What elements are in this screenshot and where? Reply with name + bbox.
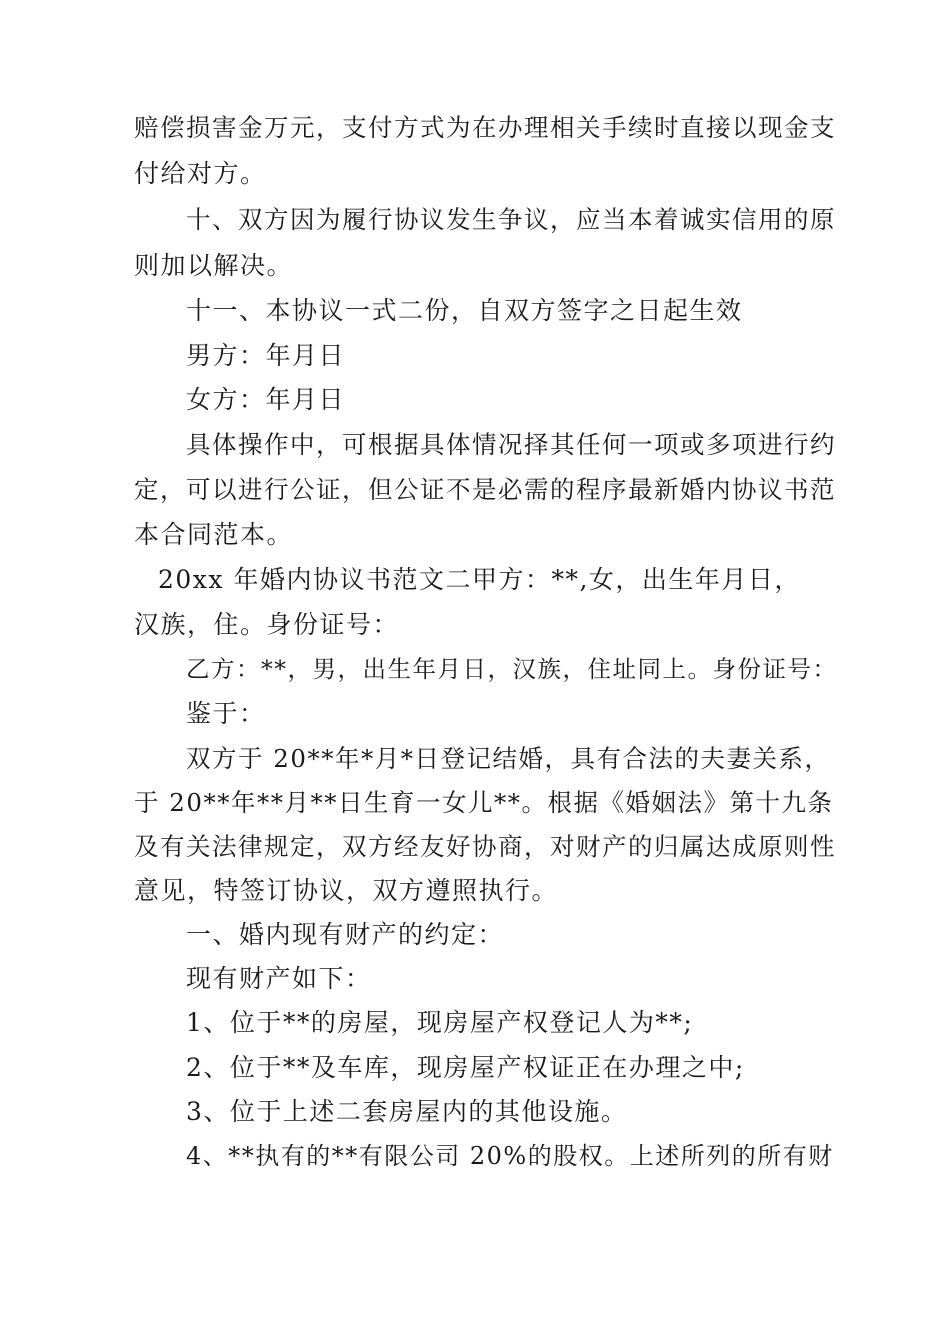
text-line: 双方于 20**年*月*日登记结婚，具有合法的夫妻关系， — [186, 744, 831, 773]
text-line: 鉴于： — [186, 699, 266, 728]
text-line: 现有财产如下： — [186, 964, 372, 993]
text-line: 1、位于**的房屋，现房屋产权登记人为**; — [186, 1008, 694, 1037]
text-line: 4、**执有的**有限公司 20%的股权。上述所列的所有财 — [186, 1142, 834, 1170]
text-line: 2、位于**及车库，现房屋产权证正在办理之中; — [186, 1053, 745, 1082]
text-line: 定，可以进行公证，但公证不是必需的程序最新婚内协议书范 — [134, 475, 836, 504]
text-line: 本合同范本。 — [134, 520, 294, 549]
text-line: 3、位于上述二套房屋内的其他设施。 — [186, 1097, 628, 1126]
text-line: 于 20**年**月**日生育一女儿**。根据《婚姻法》第十九条 — [134, 788, 834, 817]
text-line: 十一、本协议一式二份，自双方签字之日起生效 — [186, 296, 743, 325]
text-line: 女方：年月日 — [186, 385, 346, 414]
text-line: 汉族，住。身份证号： — [134, 610, 400, 639]
text-line: 男方：年月日 — [186, 341, 346, 370]
text-line: 20xx 年婚内协议书范文二甲方：**,女，出生年月日， — [158, 565, 801, 594]
text-line: 乙方：**，男，出生年月日，汉族，住址同上。身份证号： — [186, 655, 838, 683]
text-line: 赔偿损害金万元，支付方式为在办理相关手续时直接以现金支 — [134, 113, 836, 142]
text-line: 付给对方。 — [134, 159, 267, 188]
text-line: 具体操作中，可根据具体情况择其任何一项或多项进行约 — [186, 430, 836, 459]
text-line: 及有关法律规定，双方经友好协商，对财产的归属达成原则性 — [134, 832, 836, 861]
text-line: 则加以解决。 — [134, 251, 294, 280]
text-line: 十、双方因为履行协议发生争议，应当本着诚实信用的原 — [186, 205, 836, 234]
text-line: 一、婚内现有财产的约定： — [186, 920, 505, 949]
text-line: 意见，特签订协议，双方遵照执行。 — [134, 876, 559, 905]
